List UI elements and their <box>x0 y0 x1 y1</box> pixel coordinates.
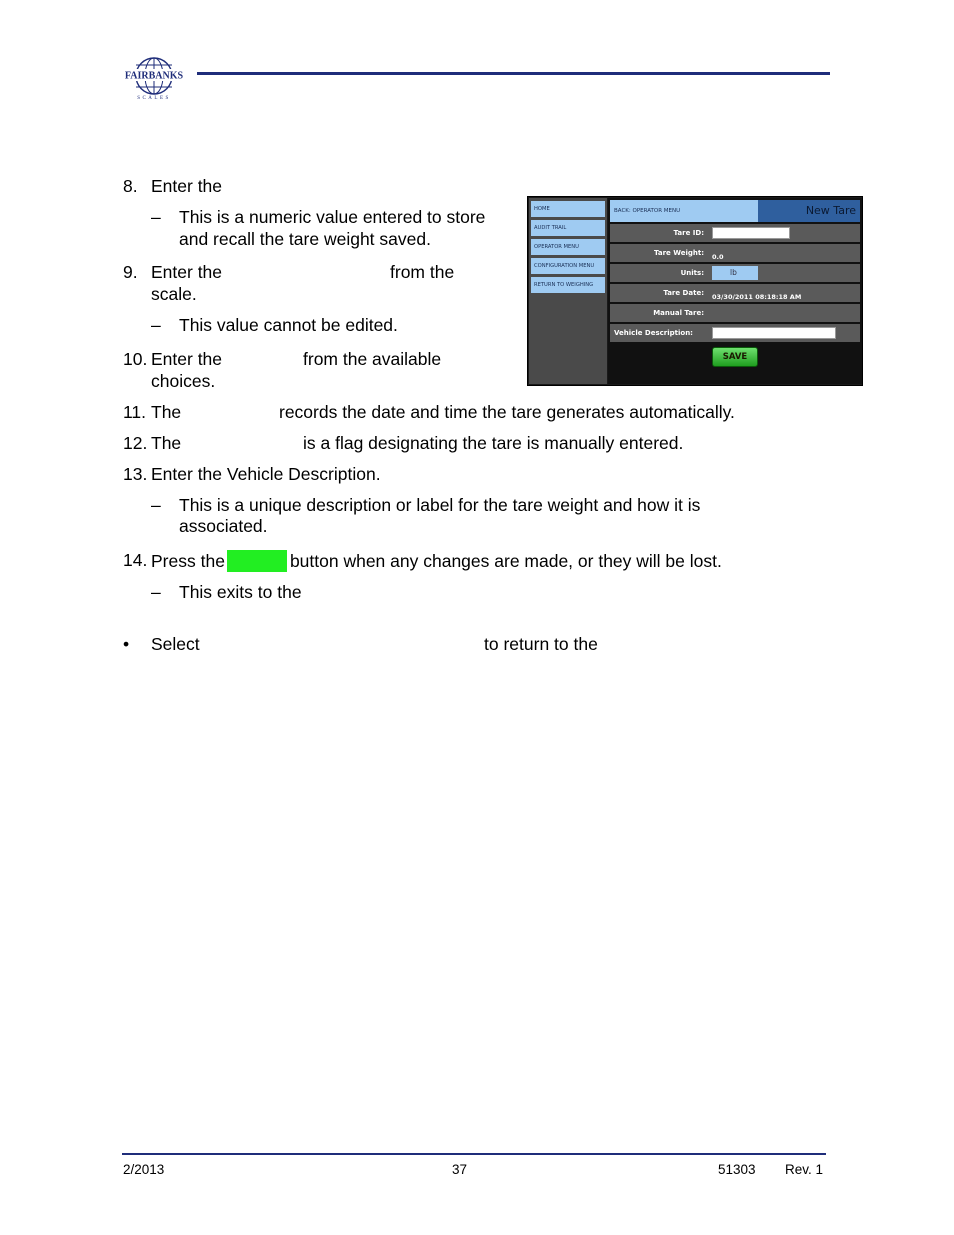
units-label: Units: <box>680 269 704 277</box>
footer-rule <box>122 1153 826 1155</box>
footer-page-number: 37 <box>452 1162 468 1177</box>
new-tare-screenshot <box>527 196 863 386</box>
form-title: New Tare <box>805 204 856 217</box>
bullet-text-b: to return to the <box>484 634 598 654</box>
step-9-number: 9. <box>123 262 138 282</box>
dash: – <box>151 495 161 515</box>
save-button[interactable]: SAVE <box>712 347 758 367</box>
step-10-number: 10. <box>123 349 148 369</box>
tare-id-label: Tare ID: <box>673 229 704 237</box>
tare-weight-label: Tare Weight: <box>654 249 704 257</box>
row-manual-tare <box>610 304 860 322</box>
step-12-text-b: is a flag designating the tare is manually entered. <box>303 433 684 453</box>
step-12-number: 12. <box>123 433 148 453</box>
tare-id-input[interactable] <box>712 227 790 239</box>
row-vehicle-description <box>610 324 860 342</box>
title-box <box>758 200 860 222</box>
nav-return-to-weighing[interactable]: RETURN TO WEIGHING <box>531 277 605 293</box>
step-8-text: Enter the <box>151 176 223 196</box>
manual-tare-label: Manual Tare: <box>653 309 704 317</box>
dash: – <box>151 207 161 227</box>
step-11-number: 11. <box>123 402 147 422</box>
step-11-text-a: The <box>151 402 182 422</box>
footer-revision: Rev. 1 <box>785 1162 824 1177</box>
step-10-text-b: from the available <box>303 349 442 369</box>
step-8-number: 8. <box>123 176 138 196</box>
step-12-text-a: The <box>151 433 182 453</box>
step-9-text-b: from the <box>390 262 455 282</box>
units-select[interactable]: lb <box>712 266 758 280</box>
step-9-sub: This value cannot be edited. <box>179 315 398 335</box>
svg-text:SCALES: SCALES <box>137 96 171 101</box>
step-10-text-a: Enter the <box>151 349 223 369</box>
row-tare-id <box>610 224 860 242</box>
nav-operator-menu[interactable]: OPERATOR MENU <box>531 239 605 255</box>
row-tare-weight <box>610 244 860 262</box>
step-14-text-b: button when any changes are made, or they will be lost. <box>289 551 722 571</box>
bullet-text-a: Select <box>151 634 200 654</box>
step-13-sub-1: This is a unique description or label for the tare weight and how it is <box>179 495 701 515</box>
step-11-text-b: records the date and time the tare generates automatically. <box>279 402 735 422</box>
top-bar <box>610 200 860 222</box>
tare-date-value: 03/30/2011 08:18:18 AM <box>712 293 802 301</box>
save-button-highlight <box>227 550 287 572</box>
step-14-line <box>151 550 722 572</box>
step-8-sub-2: and recall the tare weight saved. <box>179 229 431 249</box>
vehicle-description-label: Vehicle Description: <box>614 329 693 337</box>
row-units <box>610 264 860 282</box>
tare-weight-value: 0.0 <box>712 253 724 261</box>
dash: – <box>151 582 161 602</box>
fairbanks-logo <box>124 55 184 101</box>
sidebar-nav <box>529 198 607 384</box>
dash: – <box>151 315 161 335</box>
tare-date-label: Tare Date: <box>663 289 704 297</box>
footer-document-number: 51303 <box>718 1162 756 1177</box>
new-tare-form <box>608 198 862 384</box>
nav-configuration-menu[interactable]: CONFIGURATION MENU <box>531 258 605 274</box>
step-9-text-a: Enter the <box>151 262 223 282</box>
bullet-icon: • <box>123 634 130 654</box>
step-9-line-2: scale. <box>151 284 197 304</box>
row-tare-date <box>610 284 860 302</box>
step-8-sub-1: This is a numeric value entered to store <box>179 207 486 227</box>
svg-text:FAIRBANKS: FAIRBANKS <box>124 70 184 82</box>
nav-audit-trail[interactable]: AUDIT TRAIL <box>531 220 605 236</box>
step-13-sub-2: associated. <box>179 516 268 536</box>
header-rule <box>197 72 830 75</box>
step-14-sub: This exits to the <box>179 582 302 602</box>
step-14-number: 14. <box>123 550 148 570</box>
back-operator-menu-link[interactable]: BACK: OPERATOR MENU <box>614 208 681 214</box>
step-14-text-a: Press the <box>151 551 225 571</box>
vehicle-description-input[interactable] <box>712 327 836 339</box>
nav-home[interactable]: HOME <box>531 201 605 217</box>
step-13-text: Enter the Vehicle Description. <box>151 464 381 484</box>
step-13-number: 13. <box>123 464 148 484</box>
step-10-line-2: choices. <box>151 371 216 391</box>
footer-date: 2/2013 <box>123 1162 165 1177</box>
